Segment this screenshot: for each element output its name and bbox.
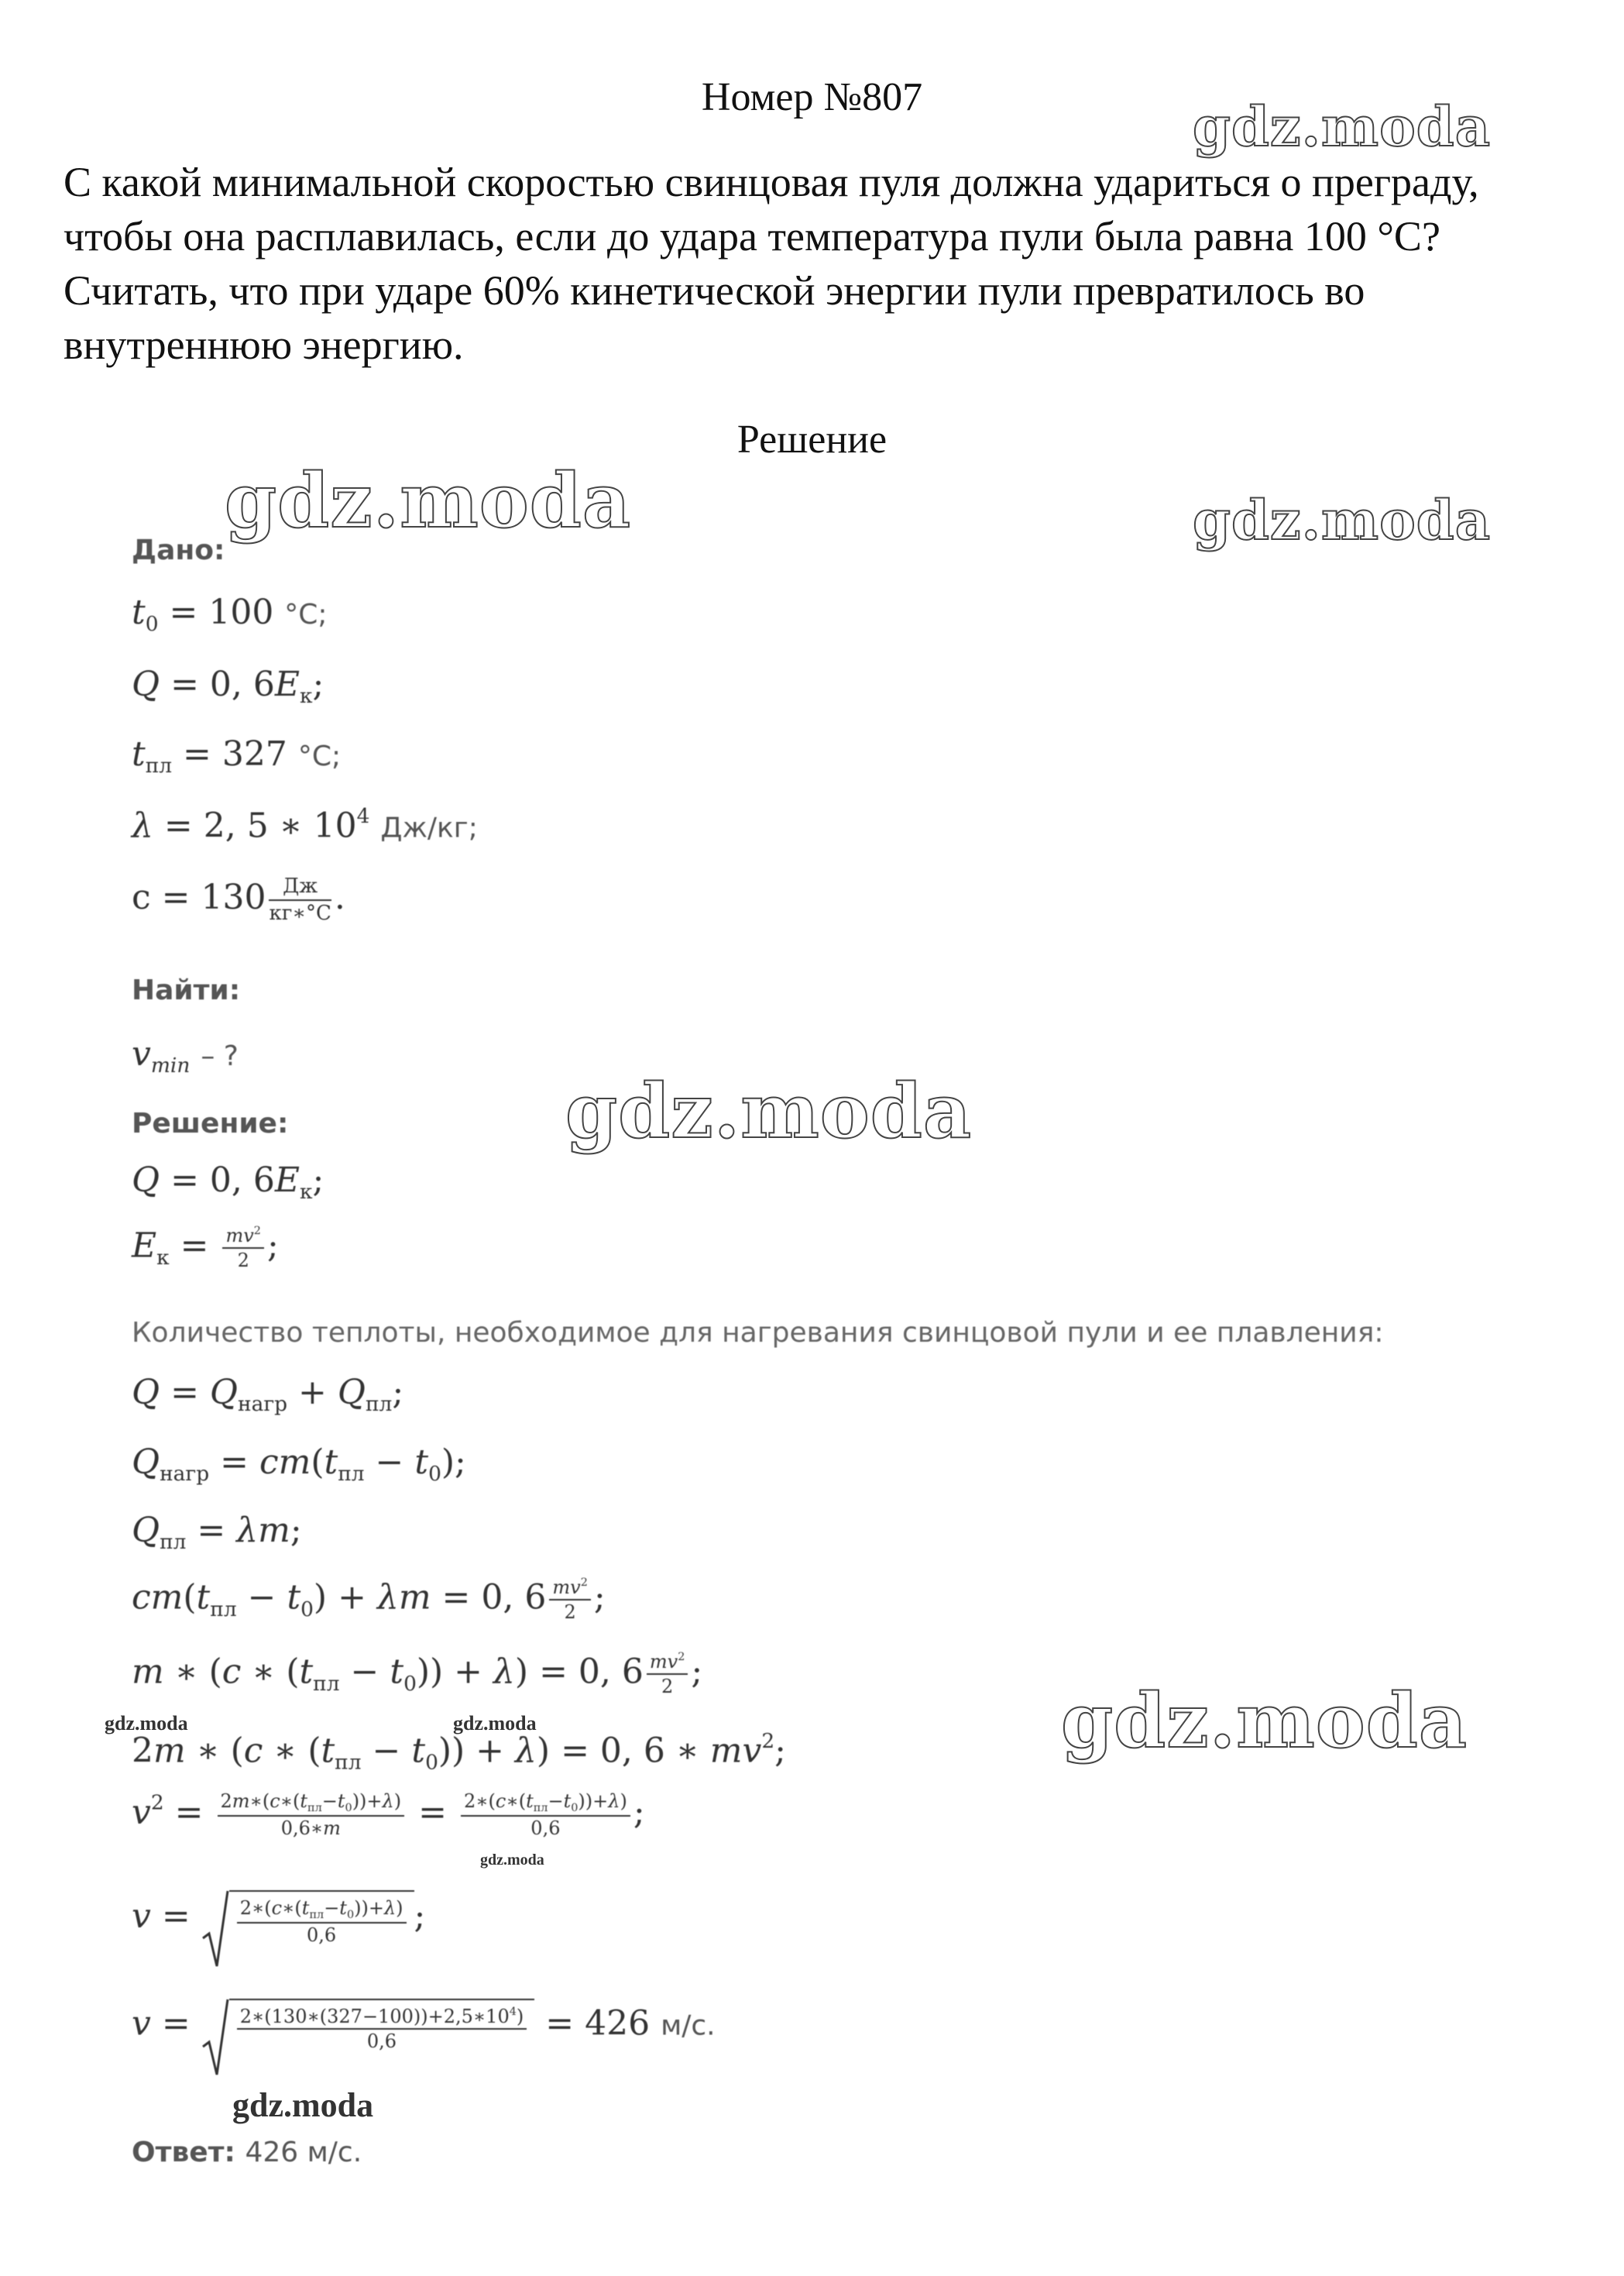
- answer-line: [132, 2137, 362, 2168]
- heat-text: Количество теплоты, необходимое для нагревания свинцовой пули и ее плавления:: [132, 1317, 1384, 1349]
- given-c: c = 130 $\frac{Дж}{кг∗^\circ C}$ .: [132, 875, 345, 925]
- eq-v-squared: $v^2$ = $\frac{2m∗(c∗(t_{пл}-t_0))+\lambda)}{0,6∗m}$ = $\frac{2∗(c∗(t_{пл}-t_0))+\lambda)}{0,6}$ ;: [132, 1790, 645, 1840]
- given-tpl: $t_{пл} = 327$ °C;: [132, 734, 342, 779]
- watermark-logo: gdz.moda: [232, 2086, 374, 2124]
- given-q: Q = 0, $6E_к$;: [132, 665, 324, 709]
- eq-q-heat: $Q_{нагр} = cm(t_{пл} - t_0)$;: [132, 1442, 466, 1487]
- watermark-logo: gdz.moda: [1193, 488, 1492, 552]
- solution-heading: Решение: [736, 418, 888, 462]
- eq-q: Q = 0, $6E_к$;: [132, 1160, 324, 1205]
- find-label: Найти:: [132, 975, 241, 1006]
- eq-factor: m ∗ (c ∗ $(t_{пл} - t_0)) + \lambda) = 0$, 6 $\frac{mv^2}{2}$ ;: [132, 1651, 703, 1698]
- eq-double: 2m ∗ (c ∗ $(t_{пл} - t_0)) + \lambda) = 0$, 6 ∗ $mv^2$;: [132, 1729, 786, 1775]
- watermark-logo: gdz.moda: [453, 1712, 537, 1735]
- eq-ek: $E_к$ = $\frac{mv^2}{2}$ ;: [132, 1225, 279, 1272]
- watermark-logo: gdz.moda: [480, 1851, 544, 1869]
- eq-q-melt: $Q_{пл} = \lambda m$;: [132, 1511, 302, 1555]
- problem-text: С какой минимальной скоростью свинцовая пуля должна удариться о преграду, чтобы она расплавилась, если до удара температура пули была равна 100 °С? Считать, что при ударе 60% кинетической энергии пули превратилось во внутреннюю энергию.: [64, 159, 1479, 368]
- watermark-logo: gdz.moda: [565, 1068, 973, 1155]
- eq-balance: $cm(t_{пл} - t_0) + \lambda m = 0$, 6 $\frac{mv^2}{2}$ ;: [132, 1576, 606, 1624]
- watermark-logo: gdz.moda: [1061, 1677, 1468, 1765]
- solve-label: Решение:: [132, 1108, 289, 1140]
- eq-q-sum: $Q = Q_{нагр} + Q_{пл}$;: [132, 1373, 404, 1417]
- given-label: Дано:: [132, 535, 225, 566]
- eq-v-value: v = $\frac{2∗(130∗(327-100))+2,5∗10^4)}{0,6}$ = 426 м/с.: [132, 1999, 716, 2053]
- given-lambda: λ = 2, 5 ∗ $10^4$ Дж/кг;: [132, 804, 478, 846]
- given-t0: $t_0 = 100$ °C;: [132, 593, 328, 637]
- watermark-logo: gdz.moda: [105, 1712, 188, 1735]
- page-title: Номер №807: [701, 75, 923, 119]
- watermark-logo: gdz.moda: [225, 457, 632, 545]
- answer-label: Ответ:: [132, 2137, 235, 2168]
- find-vmin: $v_{min}$ – ?: [132, 1034, 239, 1078]
- eq-v-root: v = $\frac{2∗(c∗(t_{пл}-t_0))+\lambda)}{0,6}$ ;: [132, 1890, 425, 1947]
- answer-value: 426 м/с.: [245, 2137, 362, 2168]
- watermark-logo: gdz.moda: [1193, 95, 1492, 159]
